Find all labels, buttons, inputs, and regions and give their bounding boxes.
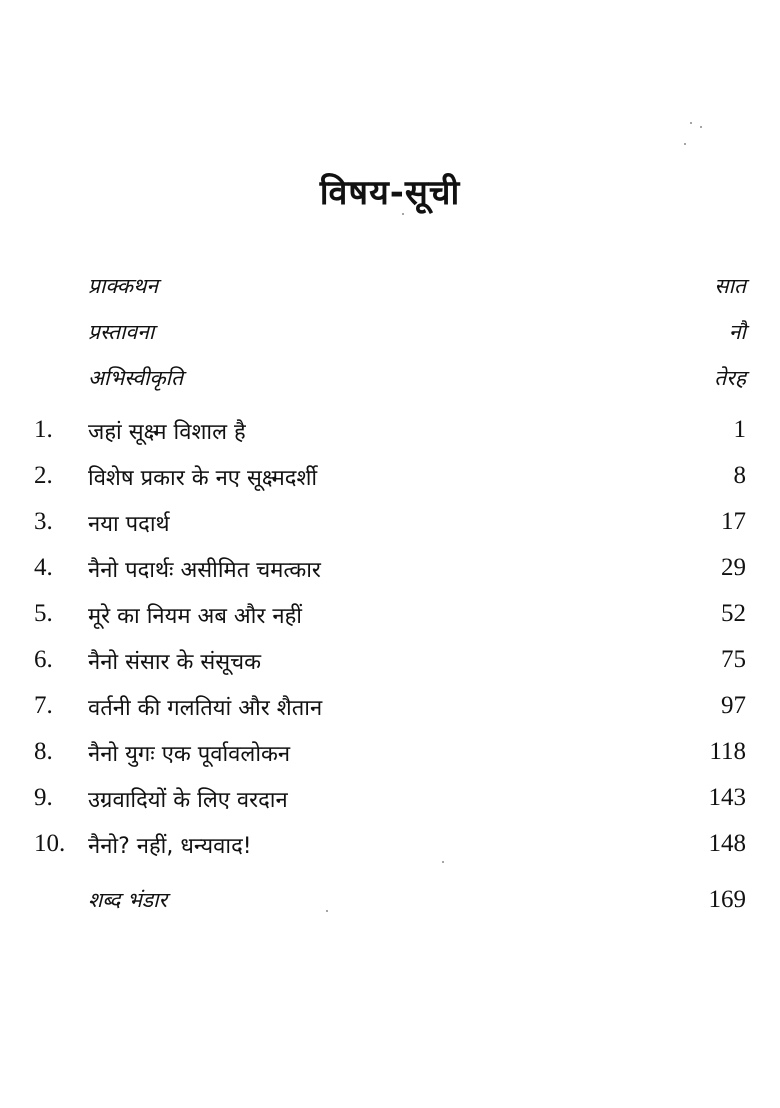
- toc-entry-page: तेरह: [714, 366, 746, 390]
- chapter-page: 17: [721, 508, 746, 535]
- chapter-page: 118: [709, 738, 746, 765]
- toc-entry-chapter: [34, 508, 746, 554]
- toc-entry-chapter: [34, 554, 746, 600]
- toc-entry-front: [34, 364, 746, 410]
- scan-speck: [684, 143, 686, 145]
- chapter-number: 10.: [34, 830, 66, 857]
- page-title: विषय-सूची: [319, 173, 461, 213]
- chapter-number: 6.: [34, 646, 53, 673]
- scan-speck: [690, 122, 692, 124]
- chapter-number: 3.: [34, 508, 53, 535]
- chapter-title: नया पदार्थ: [88, 512, 170, 537]
- chapter-number: 8.: [34, 738, 53, 765]
- scan-speck: [700, 126, 702, 128]
- toc-entry-chapter: [34, 830, 746, 876]
- chapter-title: नैनो पदार्थः असीमित चमत्कार: [88, 558, 321, 583]
- scan-speck: [326, 910, 328, 912]
- toc-entry-title: शब्द भंडार: [88, 888, 168, 912]
- chapter-title: जहां सूक्ष्म विशाल है: [88, 420, 246, 445]
- toc-entry-chapter: [34, 692, 746, 738]
- toc-entry-title: प्रस्तावना: [88, 320, 155, 344]
- toc-entry-chapter: [34, 600, 746, 646]
- chapter-page: 97: [721, 692, 746, 719]
- chapter-number: 1.: [34, 416, 53, 443]
- toc-entry-page: नौ: [728, 320, 746, 344]
- toc-entry-chapter: [34, 462, 746, 508]
- chapter-page: 148: [708, 830, 746, 857]
- toc-entry-chapter: [34, 738, 746, 784]
- chapter-page: 1: [733, 416, 746, 443]
- table-of-contents: [34, 272, 746, 932]
- chapter-title: नैनो संसार के संसूचक: [88, 650, 262, 675]
- chapter-title: नैनो युगः एक पूर्वावलोकन: [88, 742, 291, 767]
- chapter-page: 29: [721, 554, 746, 581]
- chapter-number: 5.: [34, 600, 53, 627]
- toc-entry-title: अभिस्वीकृति: [88, 366, 184, 390]
- chapter-title: मूरे का नियम अब और नहीं: [88, 604, 303, 629]
- toc-entry-page-number: 169: [708, 886, 746, 913]
- chapter-page: 143: [708, 784, 746, 811]
- toc-entry-front: [34, 272, 746, 318]
- chapter-title: उग्रवादियों के लिए वरदान: [88, 788, 288, 813]
- toc-entry-front: [34, 318, 746, 364]
- chapter-title: नैनो? नहीं, धन्यवाद!: [88, 834, 252, 859]
- chapter-number: 9.: [34, 784, 53, 811]
- toc-entry-back: [34, 886, 746, 932]
- chapter-number: 2.: [34, 462, 53, 489]
- toc-entry-chapter: [34, 646, 746, 692]
- chapter-title: वर्तनी की गलतियां और शैतान: [88, 696, 323, 721]
- chapter-page: 8: [733, 462, 746, 489]
- scan-speck: [402, 213, 404, 215]
- scan-speck: [442, 861, 444, 863]
- chapter-title: विशेष प्रकार के नए सूक्ष्मदर्शी: [88, 466, 318, 491]
- toc-entry-chapter: [34, 416, 746, 462]
- chapter-page: 52: [721, 600, 746, 627]
- chapter-number: 7.: [34, 692, 53, 719]
- toc-entry-title: प्राक्कथन: [88, 274, 159, 298]
- toc-entry-page: सात: [714, 274, 746, 298]
- chapter-number: 4.: [34, 554, 53, 581]
- toc-entry-chapter: [34, 784, 746, 830]
- chapter-page: 75: [721, 646, 746, 673]
